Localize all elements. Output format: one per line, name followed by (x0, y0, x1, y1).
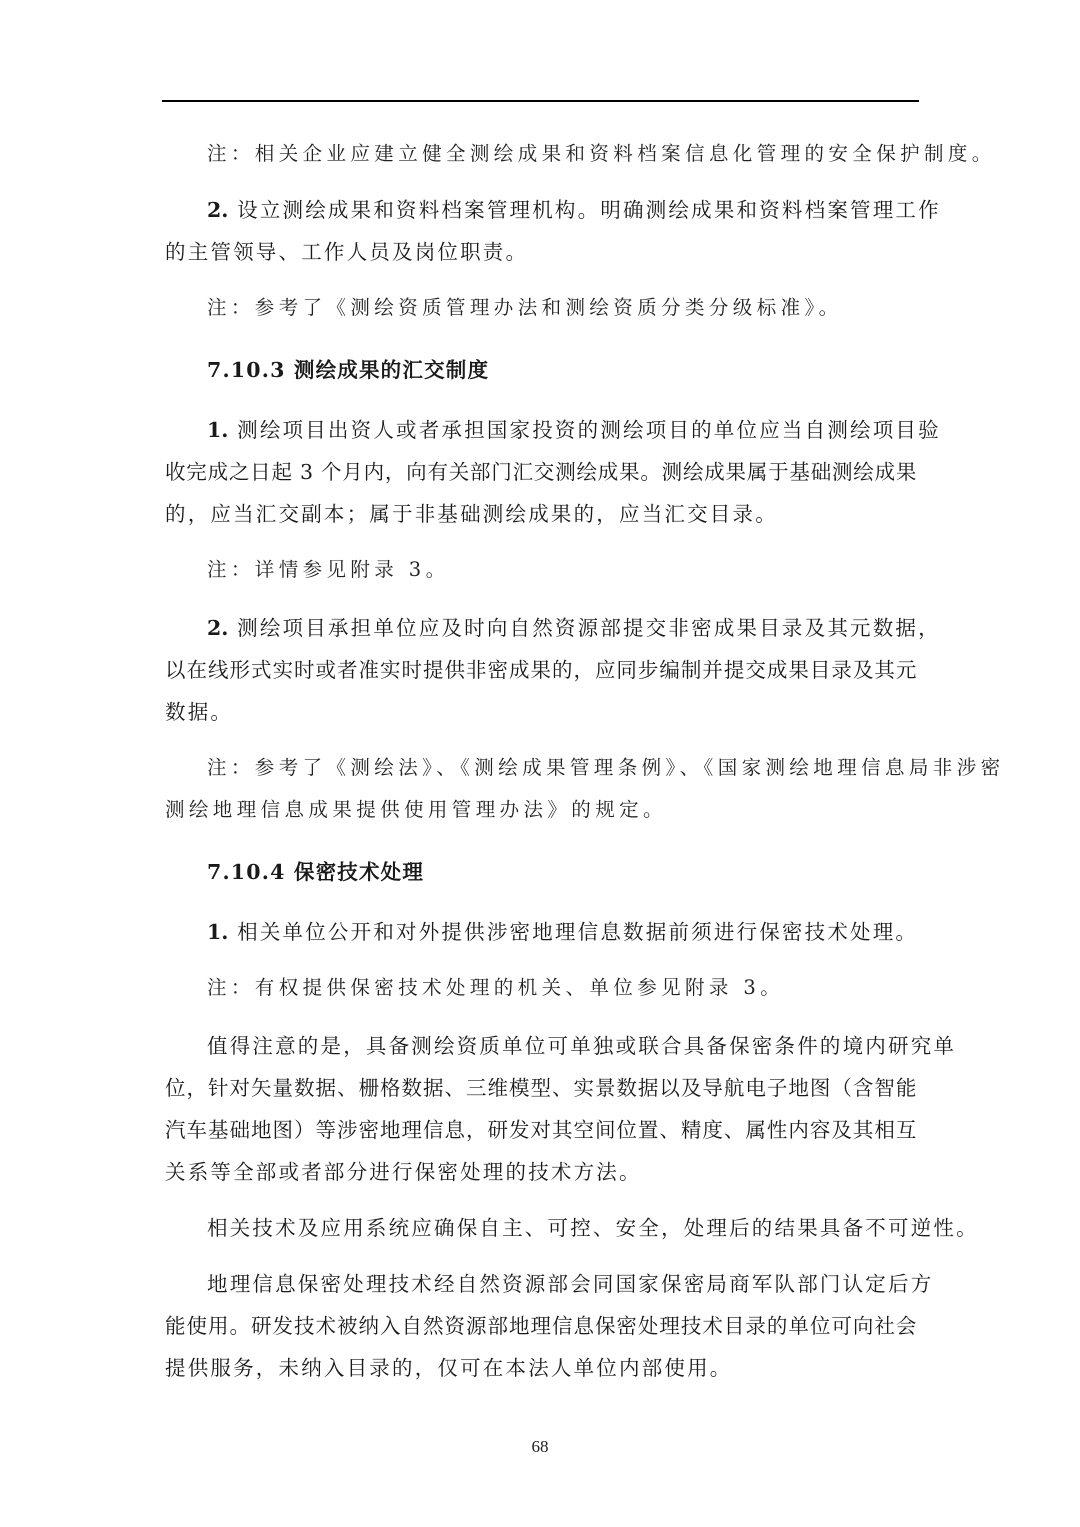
list-item-continuation: 以在线形式实时或者准实时提供非密成果的，应同步编制并提交成果目录及其元 (165, 658, 917, 682)
paragraph-research-line: 值得注意的是，具备测绘资质单位可单独或联合具备保密条件的境内研究单 (207, 1034, 957, 1058)
list-item-continuation: 的，应当汇交副本；属于非基础测绘成果的，应当汇交目录。 (165, 502, 778, 526)
note-continuation: 测绘地理信息成果提供使用管理办法》的规定。 (165, 798, 667, 821)
list-text: 相关单位公开和对外提供涉密地理信息数据前须进行保密技术处理。 (237, 920, 919, 944)
list-text: 测绘项目承担单位应及时向自然资源部提交非密成果目录及其元数据， (237, 616, 941, 640)
paragraph-continuation: 关系等全部或者部分进行保密处理的技术方法。 (165, 1160, 642, 1184)
paragraph-technology-approval: 地理信息保密处理技术经自然资源部会同国家保密局商军队部门认定后方 (207, 1272, 934, 1296)
paragraph-continuation: 能使用。研发技术被纳入自然资源部地理信息保密处理技术目录的单位可向社会 (165, 1314, 917, 1338)
page-number: 68 (531, 1437, 549, 1456)
list-number: 1. (207, 418, 229, 442)
paragraph-continuation: 提供服务，未纳入目录的，仅可在本法人单位内部使用。 (165, 1356, 733, 1380)
paragraph-system-requirements: 相关技术及应用系统应确保自主、可控、安全，处理后的结果具备不可逆性。 (207, 1216, 979, 1240)
list-text: 设立测绘成果和资料档案管理机构。明确测绘成果和资料档案管理工作 (237, 198, 941, 222)
list-number: 1. (207, 920, 229, 944)
list-item-continuation: 数据。 (165, 700, 234, 724)
note-security-protection: 注：相关企业应建立健全测绘成果和资料档案信息化管理的安全保护制度。 (207, 142, 996, 165)
list-item-continuation: 收完成之日起 3 个月内，向有关部门汇交测绘成果。测绘成果属于基础测绘成果 (165, 460, 917, 484)
note-appendix-3: 注：详情参见附录 3。 (207, 558, 450, 581)
note-qualification-reference: 注：参考了《测绘资质管理办法和测绘资质分类分级标准》。 (207, 296, 843, 319)
section-heading-7-10-3: 7.10.3 测绘成果的汇交制度 (207, 358, 490, 382)
paragraph-continuation: 汽车基础地图）等涉密地理信息，研发对其空间位置、精度、属性内容及其相互 (165, 1118, 917, 1142)
section-heading-7-10-4: 7.10.4 保密技术处理 (207, 860, 425, 884)
list-item-confidential-processing (207, 918, 918, 946)
list-number: 2. (207, 616, 229, 640)
paragraph-continuation: 位，针对矢量数据、栅格数据、三维模型、实景数据以及导航电子地图（含智能 (165, 1076, 917, 1100)
list-item-establish-agency (207, 196, 941, 224)
list-item-submit-catalog (207, 614, 941, 642)
list-item-continuation: 的主管领导、工作人员及岗位职责。 (165, 240, 529, 264)
header-rule (162, 100, 919, 102)
list-item-submit-results (207, 416, 941, 444)
note-law-reference: 注：参考了《测绘法》、《测绘成果管理条例》、《国家测绘地理信息局非涉密 (207, 756, 1005, 779)
list-number: 2. (207, 198, 229, 222)
list-text: 测绘项目出资人或者承担国家投资的测绘项目的单位应当自测绘项目验 (237, 418, 941, 442)
note-authorized-units: 注：有权提供保密技术处理的机关、单位参见附录 3。 (207, 976, 785, 999)
